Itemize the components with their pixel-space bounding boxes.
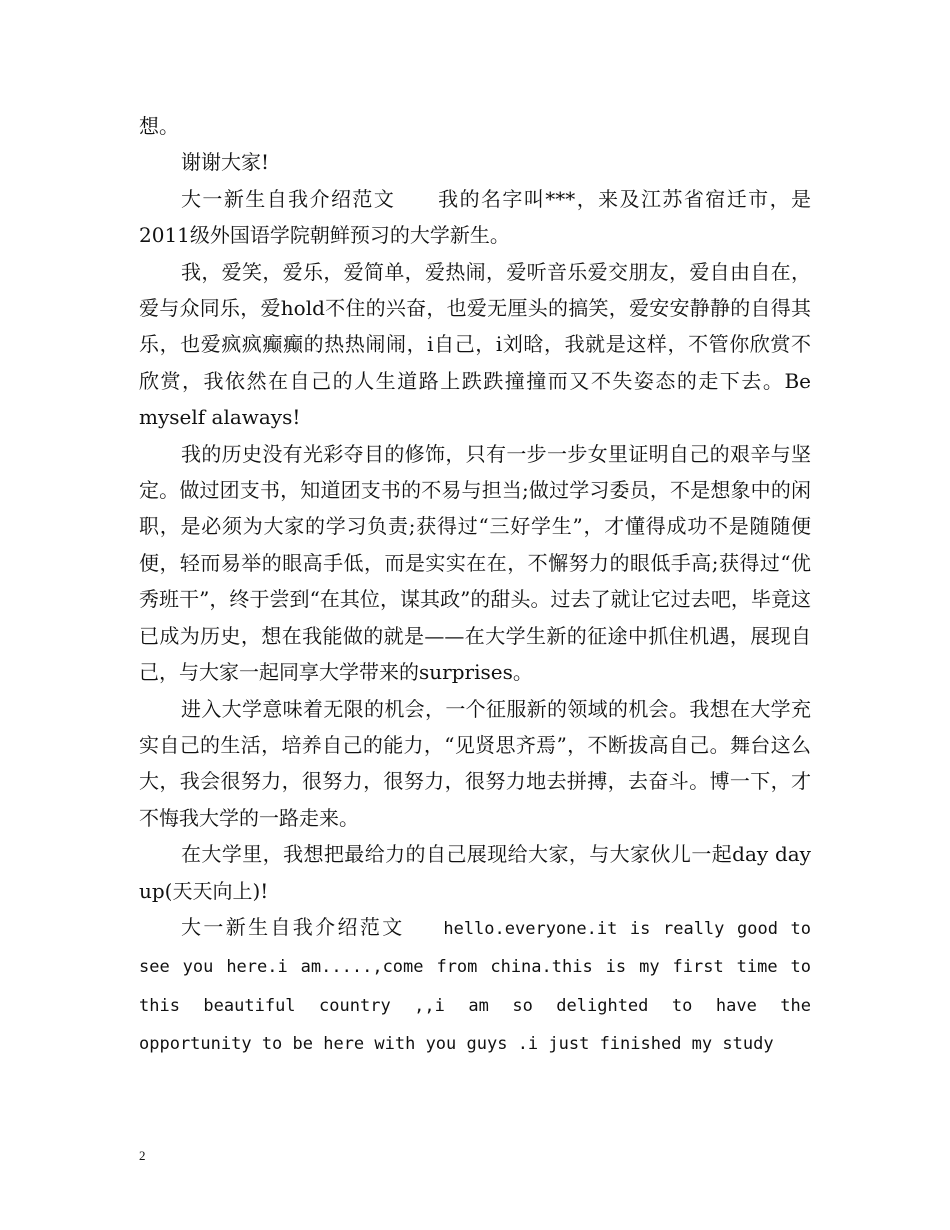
paragraph-7: 在大学里，我想把最给力的自己展现给大家，与大家伙儿一起day day up(天天向上)! — [139, 842, 811, 903]
paragraph-1: 想。 — [139, 114, 179, 138]
paragraph-6: 进入大学意味着无限的机会，一个征服新的领域的机会。我想在大学充实自己的生活，培养自己的能力，“见贤思齐焉”，不断拔高自己。舞台这么大，我会很努力，很努力，很努力，很努力地去拼搏，去奋斗。博一下，才不悔我大学的一路走来。 — [139, 696, 811, 830]
paragraph-4: 我，爱笑，爱乐，爱简单，爱热闹，爱听音乐爱交朋友，爱自由自在，爱与众同乐，爱hold不住的兴奋，也爱无厘头的搞笑，爱安安静静的自得其乐，也爱疯疯癫癫的热热闹闹，i自己，i刘晗，我就是这样，不管你欣赏不欣赏，我依然在自己的人生道路上跌跌撞撞而又不失姿态的走下去。Be myself alaways! — [139, 259, 811, 430]
english-paragraph — [139, 909, 811, 1063]
english-heading: 大一新生自我介绍范文 — [181, 914, 405, 939]
body-text — [139, 108, 811, 1063]
paragraph-3: 大一新生自我介绍范文 我的名字叫***，来及江苏省宿迁市，是2011级外国语学院朝鲜预习的大学新生。 — [139, 186, 811, 248]
paragraph-5: 我的历史没有光彩夺目的修饰，只有一步一步女里证明自己的艰辛与坚定。做过团支书，知道团支书的不易与担当;做过学习委员，不是想象中的闲职，是必须为大家的学习负责;获得过“三好学生”，才懂得成功不是随随便便，轻而易举的眼高手低，而是实实在在，不懈努力的眼低手高;获得过“优秀班干”，终于尝到“在其位，谋其政”的甜头。过去了就让它过去吧，毕竟这已成为历史，想在我能做的就是——在大学生新的征途中抓住机遇，展现自己，与大家一起同享大学带来的surprises。 — [139, 441, 811, 685]
page-number: 2 — [139, 1148, 146, 1163]
english-body: hello.everyone.it is really good to see you here.i am.....,come from china.this is my first time to this beautiful country ,,i am so delighted to have the opportunity to be here with you guys .i just finished my study — [139, 918, 812, 1055]
paragraph-2: 谢谢大家! — [181, 150, 270, 175]
